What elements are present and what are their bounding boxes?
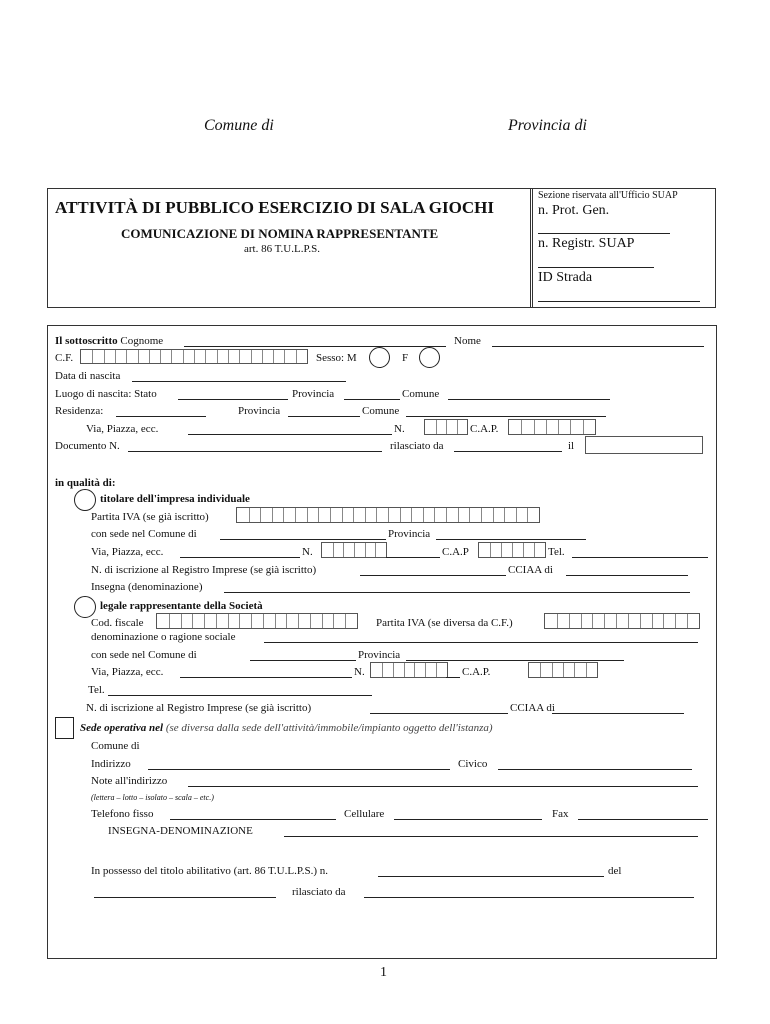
legale-registro-field[interactable] [370, 713, 508, 714]
sede-note-hint: (lettera – lotto – isolato – scala – etc.) [91, 793, 214, 802]
sede-cellulare-label: Cellulare [344, 808, 385, 820]
legale-piva-label: Partita IVA (se diversa da C.F.) [376, 617, 513, 629]
possesso-numero-field[interactable] [378, 876, 604, 877]
char-cell-divider [414, 663, 415, 677]
char-cell-divider [204, 614, 205, 628]
titolare-via-label: Via, Piazza, ecc. [91, 546, 164, 558]
sede-operativa-row [80, 722, 493, 734]
char-cell-divider [160, 350, 161, 363]
legale-codfiscale-label: Cod. fiscale [91, 617, 144, 629]
char-cell-divider [523, 543, 524, 557]
char-cell-divider [404, 663, 405, 677]
char-cell-divider [275, 614, 276, 628]
via-residenza-label: Via, Piazza, ecc. [86, 423, 159, 435]
il-label: il [568, 440, 575, 452]
char-cell-divider [436, 663, 437, 677]
registr-suap-label: n. Registr. SUAP [538, 236, 635, 251]
comune-nascita-label: Comune [402, 388, 440, 400]
legale-registro-label: N. di iscrizione al Registro Imprese (se già iscritto) [86, 702, 312, 714]
char-cell-divider [376, 508, 377, 522]
legale-cap-label: C.A.P. [462, 666, 491, 678]
char-cell-divider [586, 663, 587, 677]
titolare-n-line [386, 557, 440, 558]
char-cell-divider [425, 663, 426, 677]
char-cell-divider [558, 420, 559, 434]
char-cell-divider [333, 543, 334, 557]
possesso-label: In possesso del titolo abilitativo (art. 86 T.U.L.P.S.) n. [91, 865, 328, 877]
sesso-f-label: F [402, 352, 409, 364]
legale-codfiscale-boxes[interactable] [156, 613, 358, 629]
documento-label: Documento N. [55, 440, 120, 452]
cap-residenza-boxes[interactable] [508, 419, 596, 435]
provincia-nascita-label: Provincia [292, 388, 335, 400]
char-cell-divider [330, 508, 331, 522]
form-title: ATTIVITÀ DI PUBBLICO ESERCIZIO DI SALA GIOCHI [55, 198, 494, 217]
char-cell-divider [534, 420, 535, 434]
residenza-label: Residenza: [55, 405, 104, 417]
sede-telefono-label: Telefono fisso [91, 808, 154, 820]
char-cell-divider [640, 614, 641, 628]
data-nascita-label: Data di nascita [55, 370, 121, 382]
char-cell-divider [251, 614, 252, 628]
titolare-cap-label: C.A.P [442, 546, 469, 558]
titolare-n-label: N. [302, 546, 313, 558]
char-cell-divider [354, 543, 355, 557]
titolare-piva-boxes[interactable] [236, 507, 540, 523]
char-cell-divider [569, 614, 570, 628]
char-cell-divider [296, 350, 297, 363]
char-cell-divider [217, 350, 218, 363]
char-cell-divider [446, 508, 447, 522]
titolare-cciaa-label: CCIAA di [508, 564, 553, 576]
char-cell-divider [411, 508, 412, 522]
data-rilascio-field[interactable] [585, 436, 703, 454]
data-nascita-field[interactable] [132, 381, 346, 382]
provincia-residenza-field[interactable] [288, 416, 360, 417]
titolare-sede-field[interactable] [220, 539, 386, 540]
legale-n-label: N. [354, 666, 365, 678]
char-cell-divider [663, 614, 664, 628]
char-cell-divider [343, 543, 344, 557]
legale-label: legale rappresentante della Società [100, 600, 263, 612]
char-cell-divider [652, 614, 653, 628]
legale-cciaa-field[interactable] [552, 713, 684, 714]
char-cell-divider [115, 350, 116, 363]
char-cell-divider [628, 614, 629, 628]
char-cell-divider [104, 350, 105, 363]
char-cell-divider [616, 614, 617, 628]
char-cell-divider [457, 420, 458, 434]
registr-suap-field[interactable] [538, 267, 654, 268]
sesso-m-radio[interactable] [369, 347, 390, 368]
titolare-insegna-field[interactable] [224, 592, 690, 593]
char-cell-divider [284, 350, 285, 363]
char-cell-divider [493, 508, 494, 522]
char-cell-divider [251, 350, 252, 363]
provincia-nascita-field[interactable] [344, 399, 400, 400]
titolare-piva-label: Partita IVA (se già iscritto) [91, 511, 209, 523]
char-cell-divider [126, 350, 127, 363]
sede-civico-label: Civico [458, 758, 488, 770]
char-cell-divider [205, 350, 206, 363]
char-cell-divider [512, 543, 513, 557]
char-cell-divider [149, 350, 150, 363]
sede-operativa-label: Sede operativa nel [80, 722, 164, 734]
char-cell-divider [249, 508, 250, 522]
char-cell-divider [298, 614, 299, 628]
legale-tel-field[interactable] [108, 695, 372, 696]
nome-label: Nome [454, 335, 481, 347]
rilasciato-da-field[interactable] [454, 451, 562, 452]
char-cell-divider [687, 614, 688, 628]
page-number: 1 [380, 965, 387, 980]
char-cell-divider [342, 508, 343, 522]
titolare-cciaa-field[interactable] [566, 575, 688, 576]
char-cell-divider [283, 508, 284, 522]
nome-field[interactable] [492, 346, 704, 347]
legale-n-boxes[interactable] [370, 662, 448, 678]
titolare-tel-field[interactable] [572, 557, 708, 558]
char-cell-divider [581, 614, 582, 628]
luogo-nascita-label: Luogo di nascita: Stato [55, 388, 157, 400]
char-cell-divider [490, 543, 491, 557]
char-cell-divider [272, 508, 273, 522]
cognome-row [55, 335, 163, 347]
char-cell-divider [434, 508, 435, 522]
sede-telefono-field[interactable] [170, 819, 336, 820]
sottoscritto-label: Il sottoscritto [55, 335, 118, 347]
char-cell-divider [239, 350, 240, 363]
char-cell-divider [592, 614, 593, 628]
legale-radio[interactable] [74, 596, 96, 618]
via-residenza-field[interactable] [188, 434, 392, 435]
legale-sede-field[interactable] [250, 660, 356, 661]
sede-civico-field[interactable] [498, 769, 692, 770]
cognome-label: Cognome [120, 335, 164, 347]
char-cell-divider [239, 614, 240, 628]
form-subtitle: COMUNICAZIONE DI NOMINA RAPPRESENTANTE [121, 226, 439, 241]
comune-label: Comune di [204, 117, 274, 134]
legale-via-label: Via, Piazza, ecc. [91, 666, 164, 678]
sede-fax-label: Fax [552, 808, 569, 820]
char-cell-divider [534, 543, 535, 557]
char-cell-divider [194, 350, 195, 363]
sede-indirizzo-field[interactable] [148, 769, 450, 770]
char-cell-divider [521, 420, 522, 434]
char-cell-divider [228, 350, 229, 363]
char-cell-divider [382, 663, 383, 677]
char-cell-divider [423, 508, 424, 522]
titolare-via-field[interactable] [180, 557, 300, 558]
char-cell-divider [192, 614, 193, 628]
possesso-rilasciato-field[interactable] [364, 897, 694, 898]
titolare-provincia-label: Provincia [388, 528, 431, 540]
titolare-cap-boxes[interactable] [478, 542, 546, 558]
rilasciato-da-label: rilasciato da [390, 440, 444, 452]
cf-label: C.F. [55, 352, 74, 364]
char-cell-divider [504, 508, 505, 522]
char-cell-divider [333, 614, 334, 628]
comune-nascita-field[interactable] [448, 399, 610, 400]
cf-boxes[interactable] [80, 349, 308, 364]
char-cell-divider [171, 350, 172, 363]
char-cell-divider [169, 614, 170, 628]
sede-operativa-note: (se diversa dalla sede dell'attività/immobile/impianto oggetto dell'istanza) [165, 722, 493, 734]
n-residenza-boxes[interactable] [424, 419, 468, 435]
stato-nascita-field[interactable] [178, 399, 288, 400]
char-cell-divider [570, 420, 571, 434]
suap-section-label: Sezione riservata all'Ufficio SUAP [538, 190, 678, 201]
char-cell-divider [446, 420, 447, 434]
sede-indirizzo-label: Indirizzo [91, 758, 131, 770]
legale-cap-boxes[interactable] [528, 662, 598, 678]
char-cell-divider [527, 508, 528, 522]
char-cell-divider [181, 614, 182, 628]
possesso-data-field[interactable] [94, 897, 276, 898]
id-strada-label: ID Strada [538, 270, 593, 285]
sede-insegna-field[interactable] [284, 836, 698, 837]
char-cell-divider [481, 508, 482, 522]
char-cell-divider [365, 543, 366, 557]
char-cell-divider [469, 508, 470, 522]
legale-piva-boxes[interactable] [544, 613, 700, 629]
legale-n-line [446, 677, 460, 678]
sesso-label: Sesso: M [316, 352, 357, 364]
possesso-del-label: del [608, 865, 622, 877]
qualita-heading: in qualità di: [55, 477, 116, 489]
n-residenza-label: N. [394, 423, 405, 435]
legale-cciaa-label: CCIAA di [510, 702, 555, 714]
char-cell-divider [546, 420, 547, 434]
char-cell-divider [318, 508, 319, 522]
char-cell-divider [375, 543, 376, 557]
titolare-sede-label: con sede nel Comune di [91, 528, 197, 540]
char-cell-divider [675, 614, 676, 628]
comune-residenza-field[interactable] [406, 416, 606, 417]
sede-comune-label: Comune di [91, 740, 140, 752]
char-cell-divider [260, 508, 261, 522]
char-cell-divider [388, 508, 389, 522]
titolare-label: titolare dell'impresa individuale [100, 493, 250, 505]
sede-note-field[interactable] [188, 786, 698, 787]
char-cell-divider [307, 508, 308, 522]
prot-gen-field[interactable] [538, 233, 670, 234]
char-cell-divider [365, 508, 366, 522]
char-cell-divider [216, 614, 217, 628]
char-cell-divider [262, 350, 263, 363]
char-cell-divider [540, 663, 541, 677]
form-reference: art. 86 T.U.L.P.S. [244, 243, 320, 255]
legale-provincia-field[interactable] [406, 660, 624, 661]
char-cell-divider [310, 614, 311, 628]
char-cell-divider [138, 350, 139, 363]
sesso-f-radio[interactable] [419, 347, 440, 368]
char-cell-divider [436, 420, 437, 434]
titolare-registro-field[interactable] [360, 575, 506, 576]
char-cell-divider [273, 350, 274, 363]
sede-operativa-checkbox[interactable] [55, 717, 74, 739]
char-cell-divider [353, 508, 354, 522]
char-cell-divider [604, 614, 605, 628]
char-cell-divider [322, 614, 323, 628]
char-cell-divider [583, 420, 584, 434]
sede-fax-field[interactable] [578, 819, 708, 820]
titolare-provincia-field[interactable] [436, 539, 586, 540]
cap-residenza-label: C.A.P. [470, 423, 499, 435]
char-cell-divider [516, 508, 517, 522]
char-cell-divider [263, 614, 264, 628]
legale-denominazione-label: denominazione o ragione sociale [91, 631, 236, 643]
cognome-field[interactable] [184, 346, 446, 347]
prot-gen-label: n. Prot. Gen. [538, 203, 610, 218]
char-cell-divider [501, 543, 502, 557]
legale-sede-label: con sede nel Comune di [91, 649, 197, 661]
titolare-n-boxes[interactable] [321, 542, 387, 558]
char-cell-divider [92, 350, 93, 363]
char-cell-divider [183, 350, 184, 363]
id-strada-field[interactable] [538, 301, 700, 302]
titolare-insegna-label: Insegna (denominazione) [91, 581, 203, 593]
char-cell-divider [563, 663, 564, 677]
char-cell-divider [574, 663, 575, 677]
legale-denominazione-field[interactable] [264, 642, 698, 643]
titolare-registro-label: N. di iscrizione al Registro Imprese (se già iscritto) [91, 564, 317, 576]
legale-provincia-label: Provincia [358, 649, 401, 661]
char-cell-divider [345, 614, 346, 628]
char-cell-divider [458, 508, 459, 522]
char-cell-divider [400, 508, 401, 522]
char-cell-divider [393, 663, 394, 677]
comune-residenza-label: Comune [362, 405, 400, 417]
char-cell-divider [552, 663, 553, 677]
provincia-residenza-label: Provincia [238, 405, 281, 417]
char-cell-divider [557, 614, 558, 628]
possesso-rilasciato-label: rilasciato da [292, 886, 346, 898]
sede-note-label: Note all'indirizzo [91, 775, 168, 787]
titolare-tel-label: Tel. [548, 546, 565, 558]
char-cell-divider [295, 508, 296, 522]
char-cell-divider [228, 614, 229, 628]
sede-cellulare-field[interactable] [394, 819, 542, 820]
titolare-radio[interactable] [74, 489, 96, 511]
sede-insegna-label: INSEGNA-DENOMINAZIONE [108, 825, 253, 837]
provincia-label: Provincia di [508, 117, 587, 134]
legale-tel-label: Tel. [88, 684, 105, 696]
char-cell-divider [286, 614, 287, 628]
legale-via-field[interactable] [180, 677, 352, 678]
documento-field[interactable] [128, 451, 382, 452]
residenza-field[interactable] [116, 416, 206, 417]
